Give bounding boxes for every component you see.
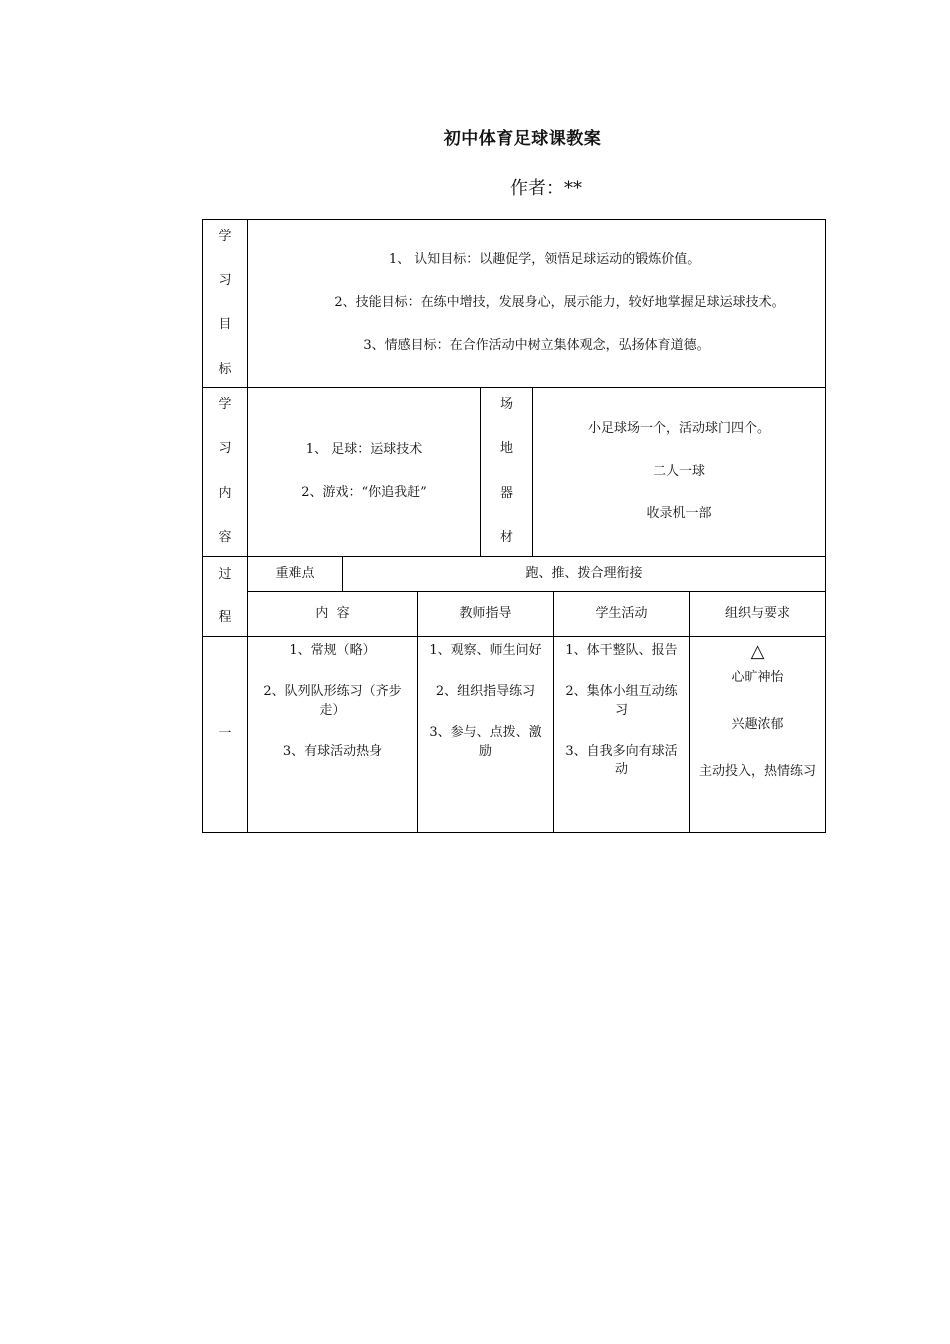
key-point-value: 跑、推、拨合理衔接 [343,557,826,592]
row-label: 一 [203,637,248,833]
student-item: 2、集体小组互动练习 [565,683,678,718]
key-point-label: 重难点 [248,557,343,592]
student-item: 3、自我多向有球活动 [565,743,678,778]
organization-item: 兴趣浓郁 [731,716,784,732]
teacher-item: 1、观察、师生问好 [429,643,542,658]
header-content: 内 容 [248,592,418,637]
lesson-table-top [202,219,826,557]
organization-items-cell [690,637,826,833]
teacher-item: 2、组织指导练习 [435,683,536,699]
content-item: 2、游戏：“你追我赶” [301,485,427,500]
content-cell [248,388,481,557]
teacher-items-cell [418,637,554,833]
process-row-1 [203,637,826,833]
venue-item: 收录机一部 [646,506,712,522]
lesson-table-process [202,556,826,833]
student-items-cell [554,637,690,833]
student-item: 1、体干整队、报告 [565,643,678,658]
author-line: 作者：** [510,178,582,199]
triangle-icon: △ [750,641,765,662]
teacher-item: 3、参与、点拨、激励 [429,724,542,759]
goal-item: 2、技能目标：在练中增技，发展身心，展示能力，较好地掌握足球运球技术。 [334,295,785,311]
goals-label: 学 习 目 标 [203,220,248,388]
venue-label: 场 地 器 材 [481,388,533,557]
header-student: 学生活动 [554,592,690,637]
venue-item: 二人一球 [653,463,706,479]
venue-item: 小足球场一个，活动球门四个。 [588,420,771,436]
organization-item: 主动投入，热情练习 [699,763,817,779]
content-items-cell [248,637,418,833]
goal-item: 3、情感目标：在合作活动中树立集体观念，弘扬体育道德。 [363,337,710,353]
key-row [203,557,826,592]
goals-row [203,220,826,388]
organization-item: 心旷神怡 [731,670,784,685]
content-row [203,388,826,557]
header-organization: 组织与要求 [690,592,826,637]
content-item: 3、有球活动热身 [282,743,383,759]
venue-cell [533,388,826,557]
content-item: 1、 足球：运球技术 [305,442,423,458]
goal-item: 1、 认知目标：以趣促学，领悟足球运动的锻炼价值。 [388,252,701,268]
process-label: 过 程 [203,557,248,637]
content-item: 1、常规（略） [289,643,376,658]
goals-cell [248,220,826,388]
process-header-row [203,592,826,637]
page-title: 初中体育足球课教案 [443,129,602,149]
content-label: 学 习 内 容 [203,388,248,557]
header-teacher: 教师指导 [418,592,554,637]
content-item: 2、队列队形练习（齐步走） [263,683,402,718]
